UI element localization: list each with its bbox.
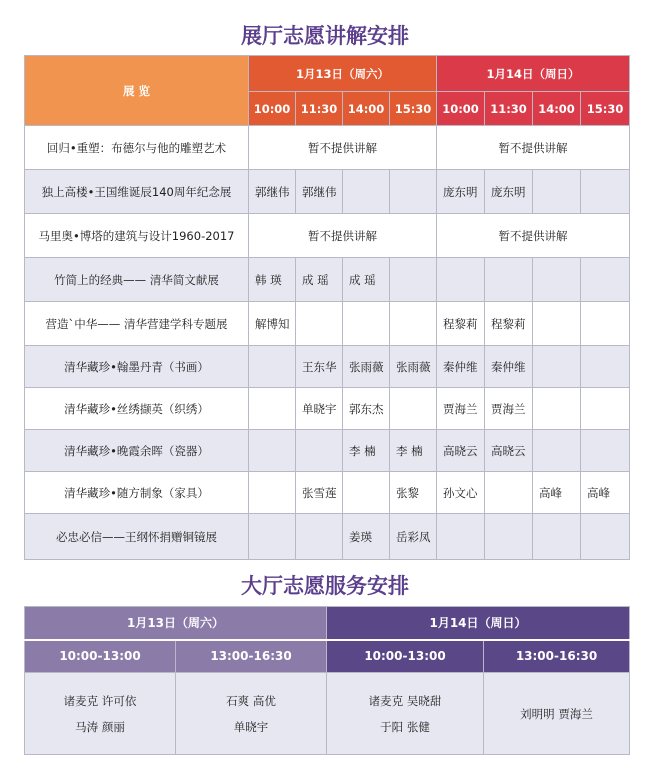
guide-cell [581, 514, 630, 560]
time-header: 11:30 [296, 92, 343, 126]
guide-cell [343, 302, 390, 346]
guide-cell: 贾海兰 [485, 388, 533, 430]
guide-cell [533, 170, 581, 214]
exhibit-name: 竹简上的经典—— 清华简文献展 [25, 258, 249, 302]
service-schedule-table [24, 606, 630, 755]
guide-cell: 岳彩凤 [390, 514, 437, 560]
no-tour-note: 暂不提供讲解 [437, 214, 630, 258]
day2-header: 1月14日（周日） [437, 56, 630, 92]
guide-cell [390, 302, 437, 346]
guide-cell: 王东华 [296, 346, 343, 388]
table-row [25, 170, 630, 214]
guide-cell [581, 346, 630, 388]
no-tour-note: 暂不提供讲解 [437, 126, 630, 170]
exhibit-name: 清华藏珍•晚霞余晖（瓷器） [25, 430, 249, 472]
guide-cell: 秦仲维 [437, 346, 485, 388]
guide-cell: 李 楠 [343, 430, 390, 472]
guide-cell [390, 258, 437, 302]
guide-cell [249, 346, 296, 388]
table-row [25, 346, 630, 388]
guide-cell: 韩 瑛 [249, 258, 296, 302]
guide-cell: 单晓宇 [296, 388, 343, 430]
table-row [25, 514, 630, 560]
service-volunteers [176, 673, 327, 755]
guide-cell [581, 430, 630, 472]
guide-cell: 张雨薇 [390, 346, 437, 388]
volunteer-names: 诸麦克 吴晓甜 [368, 693, 442, 708]
guide-cell: 庞东明 [437, 170, 485, 214]
guide-cell: 高晓云 [485, 430, 533, 472]
guide-cell [485, 472, 533, 514]
table-row [25, 388, 630, 430]
guide-cell: 成 瑶 [296, 258, 343, 302]
volunteer-names: 石爽 高优 [226, 693, 276, 708]
exhibit-column-header: 展 览 [25, 56, 249, 126]
guide-cell [533, 388, 581, 430]
volunteer-names: 诸麦克 许可依 [63, 693, 137, 708]
service-day2-header: 1月14日（周日） [327, 607, 630, 640]
guide-cell: 庞东明 [485, 170, 533, 214]
guide-cell [249, 430, 296, 472]
guide-cell: 程黎莉 [437, 302, 485, 346]
table-row [25, 258, 630, 302]
table-row [25, 214, 630, 258]
service-volunteers [25, 673, 176, 755]
guide-cell [343, 170, 390, 214]
guide-cell [437, 258, 485, 302]
guide-cell [343, 472, 390, 514]
guide-cell [581, 388, 630, 430]
exhibit-name: 回归•重塑：布德尔与他的雕塑艺术 [25, 126, 249, 170]
guide-cell [249, 472, 296, 514]
guide-cell [296, 302, 343, 346]
guide-cell: 程黎莉 [485, 302, 533, 346]
time-header: 14:00 [533, 92, 581, 126]
guide-cell: 姜瑛 [343, 514, 390, 560]
service-schedule-title: 大厅志愿服务安排 [241, 574, 409, 598]
no-tour-note: 暂不提供讲解 [249, 214, 437, 258]
guide-cell: 解博知 [249, 302, 296, 346]
service-volunteers [484, 673, 630, 755]
day1-header: 1月13日（周六） [249, 56, 437, 92]
guide-cell: 高峰 [581, 472, 630, 514]
volunteer-names: 刘明明 贾海兰 [520, 706, 593, 721]
guide-cell [249, 388, 296, 430]
exhibit-name: 清华藏珍•丝绣撷英（织绣） [25, 388, 249, 430]
guide-cell [485, 258, 533, 302]
guide-cell [581, 302, 630, 346]
tour-schedule-title: 展厅志愿讲解安排 [241, 24, 409, 48]
exhibit-name: 独上高楼•王国维诞辰140周年纪念展 [25, 170, 249, 214]
volunteer-names: 于阳 张健 [380, 719, 430, 734]
service-slot-header: 13:00-16:30 [484, 640, 630, 673]
guide-cell: 张雪莲 [296, 472, 343, 514]
exhibit-name: 营造`中华—— 清华营建学科专题展 [25, 302, 249, 346]
table-row [25, 430, 630, 472]
time-header: 15:30 [390, 92, 437, 126]
guide-cell [390, 388, 437, 430]
guide-cell [533, 302, 581, 346]
guide-cell [533, 430, 581, 472]
exhibit-name: 必忠必信——王纲怀捐赠铜镜展 [25, 514, 249, 560]
table-row [25, 302, 630, 346]
guide-cell [437, 514, 485, 560]
guide-cell: 成 瑶 [343, 258, 390, 302]
service-day1-header: 1月13日（周六） [25, 607, 327, 640]
time-header: 10:00 [249, 92, 296, 126]
table-row [25, 126, 630, 170]
exhibit-name: 马里奥•博塔的建筑与设计1960-2017 [25, 214, 249, 258]
volunteer-names: 单晓宇 [233, 719, 269, 734]
guide-cell: 贾海兰 [437, 388, 485, 430]
guide-cell: 孙文心 [437, 472, 485, 514]
table-row [25, 472, 630, 514]
service-volunteers [327, 673, 484, 755]
guide-cell: 郭继伟 [249, 170, 296, 214]
guide-cell [533, 514, 581, 560]
time-header: 10:00 [437, 92, 485, 126]
guide-cell [581, 170, 630, 214]
guide-cell [390, 170, 437, 214]
exhibit-name: 清华藏珍•翰墨丹青（书画） [25, 346, 249, 388]
guide-cell: 秦仲维 [485, 346, 533, 388]
guide-cell: 郭东杰 [343, 388, 390, 430]
guide-cell [296, 430, 343, 472]
guide-cell [533, 346, 581, 388]
time-header: 15:30 [581, 92, 630, 126]
guide-cell [485, 514, 533, 560]
service-slot-header: 10:00-13:00 [25, 640, 176, 673]
guide-cell: 郭继伟 [296, 170, 343, 214]
service-slot-header: 13:00-16:30 [176, 640, 327, 673]
guide-cell: 张雨薇 [343, 346, 390, 388]
time-header: 11:30 [485, 92, 533, 126]
exhibit-name: 清华藏珍•随方制象（家具） [25, 472, 249, 514]
guide-cell [249, 514, 296, 560]
guide-cell: 高晓云 [437, 430, 485, 472]
guide-cell [533, 258, 581, 302]
guide-cell: 张黎 [390, 472, 437, 514]
guide-cell: 李 楠 [390, 430, 437, 472]
time-header: 14:00 [343, 92, 390, 126]
volunteer-names: 马涛 颜丽 [75, 719, 125, 734]
guide-cell [581, 258, 630, 302]
guide-cell [296, 514, 343, 560]
no-tour-note: 暂不提供讲解 [249, 126, 437, 170]
guide-cell: 高峰 [533, 472, 581, 514]
service-slot-header: 10:00-13:00 [327, 640, 484, 673]
tour-schedule-table [24, 55, 630, 560]
